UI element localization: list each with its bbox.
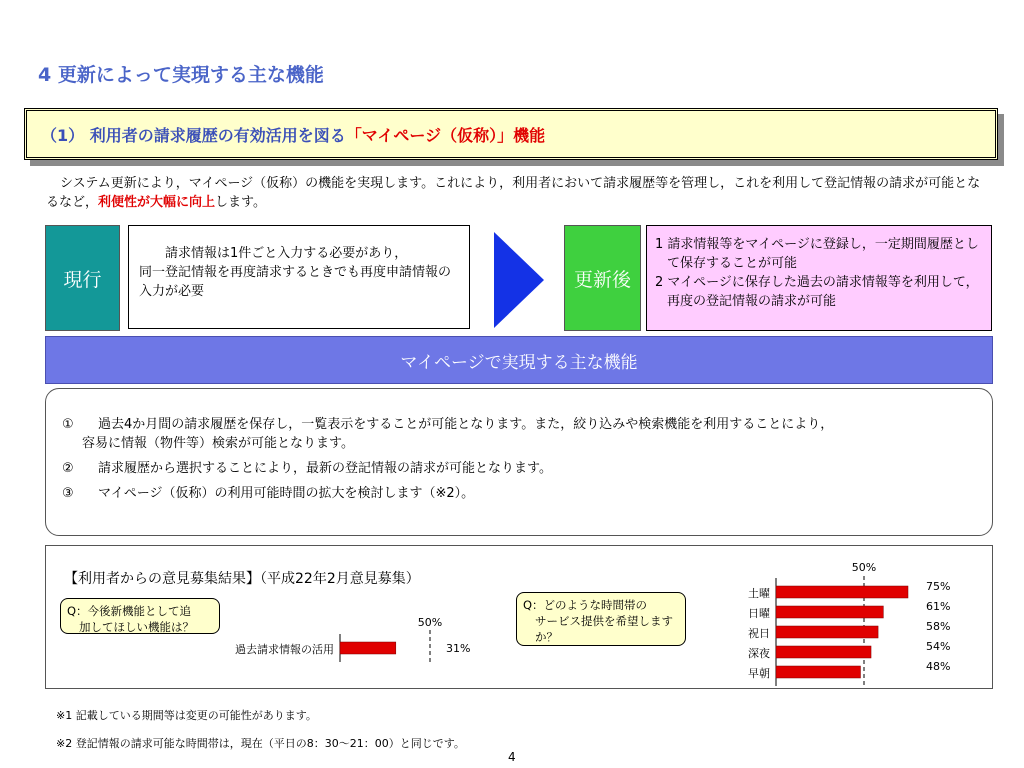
footnote: ※2 登記情報の請求可能な時間帯は，現在（平日の8：30～21：00）と同じです。 (56, 737, 465, 750)
value-label: 58% (926, 620, 951, 633)
section-heading-box (24, 108, 998, 160)
footnotes (56, 702, 465, 758)
feature-item (62, 484, 980, 503)
category-label: 過去請求情報の活用 (235, 643, 334, 656)
survey-box (45, 545, 993, 689)
bar (776, 646, 871, 658)
feature-item (62, 459, 980, 478)
current-label: 現行 (45, 225, 120, 331)
section-heading (41, 123, 545, 146)
feature-number: ① (62, 417, 74, 432)
category-label: 深夜 (748, 647, 770, 660)
feature-text: 過去4か月間の請求履歴を保存し，一覧表示をすることが可能となります。また，絞り込みや検索機能を利用することにより， (98, 417, 834, 432)
intro-text-end: します。 (215, 195, 266, 210)
arrow-shape (494, 232, 544, 328)
value-label: 54% (926, 640, 951, 653)
after-list-item: 2 マイページに保存した過去の請求情報等を利用して，再度の登記情報の請求が可能 (655, 275, 979, 309)
category-label: 早朝 (748, 667, 770, 680)
page-title: 4 更新によって実現する主な機能 (38, 64, 324, 86)
feature-number: ② (62, 461, 74, 476)
question-line1: Q：どのような時間帯の (523, 598, 648, 612)
feature-text-continued: 容易に情報（物件等）検索が可能となります。 (82, 436, 354, 451)
bar (776, 606, 883, 618)
feature-text: マイページ（仮称）の利用可能時間の拡大を検討します（※2）。 (98, 486, 475, 501)
section-heading-prefix: （1） 利用者の請求履歴の有効活用を図る (41, 126, 346, 145)
bar (776, 666, 860, 678)
page-number: 4 (508, 750, 516, 764)
category-label: 祝日 (748, 627, 770, 640)
value-label: 48% (926, 660, 951, 673)
question-line1: Q：今後新機能として追 (67, 604, 192, 618)
value-label: 61% (926, 600, 951, 613)
question-line2: サービス提供を希望しますか？ (535, 614, 673, 644)
category-label: 日曜 (748, 607, 770, 620)
intro-text: システム更新により，マイページ（仮称）の機能を実現します。これにより，利用者において請求履歴等を管理し，これを利用して登記情報の請求が可能となるなど， (46, 176, 981, 210)
value-label: 31% (446, 642, 471, 655)
bar (776, 586, 908, 598)
value-label: 75% (926, 580, 951, 593)
feature-text: 請求履歴から選択することにより，最新の登記情報の請求が可能となります。 (98, 461, 552, 476)
features-box (45, 388, 993, 536)
intro-highlight: 利便性が大幅に向上 (98, 195, 216, 210)
current-desc-line1: 請求情報は1件ごと入力する必要があり， (165, 246, 408, 261)
feature-number: ③ (62, 486, 74, 501)
survey-title: 【利用者からの意見募集結果】（平成22年2月意見募集） (64, 571, 420, 587)
features-banner: マイページで実現する主な機能 (45, 336, 993, 384)
footnote: ※1 記載している期間等は変更の可能性があります。 (56, 709, 317, 722)
feature-item (62, 415, 980, 453)
reference-label: 50% (851, 561, 877, 574)
category-label: 土曜 (748, 587, 770, 600)
current-desc-line2: 同一登記情報を再度請求するときでも再度申請情報の入力が必要 (139, 265, 452, 299)
question-line2: 加してほしい機能は？ (79, 620, 194, 634)
right-arrow-icon (494, 232, 544, 328)
intro-paragraph (46, 174, 990, 212)
after-list-item: 1 請求情報等をマイページに登録し，一定期間履歴として保存することが可能 (655, 237, 979, 271)
bar (776, 626, 878, 638)
section-heading-highlight: 「マイページ（仮称）」機能 (345, 126, 546, 145)
current-description (128, 225, 470, 329)
after-label: 更新後 (564, 225, 641, 331)
question-callout-features (60, 598, 220, 634)
reference-label: 50% (417, 616, 443, 629)
question-callout-timeslots (516, 592, 686, 646)
after-list (646, 225, 992, 331)
